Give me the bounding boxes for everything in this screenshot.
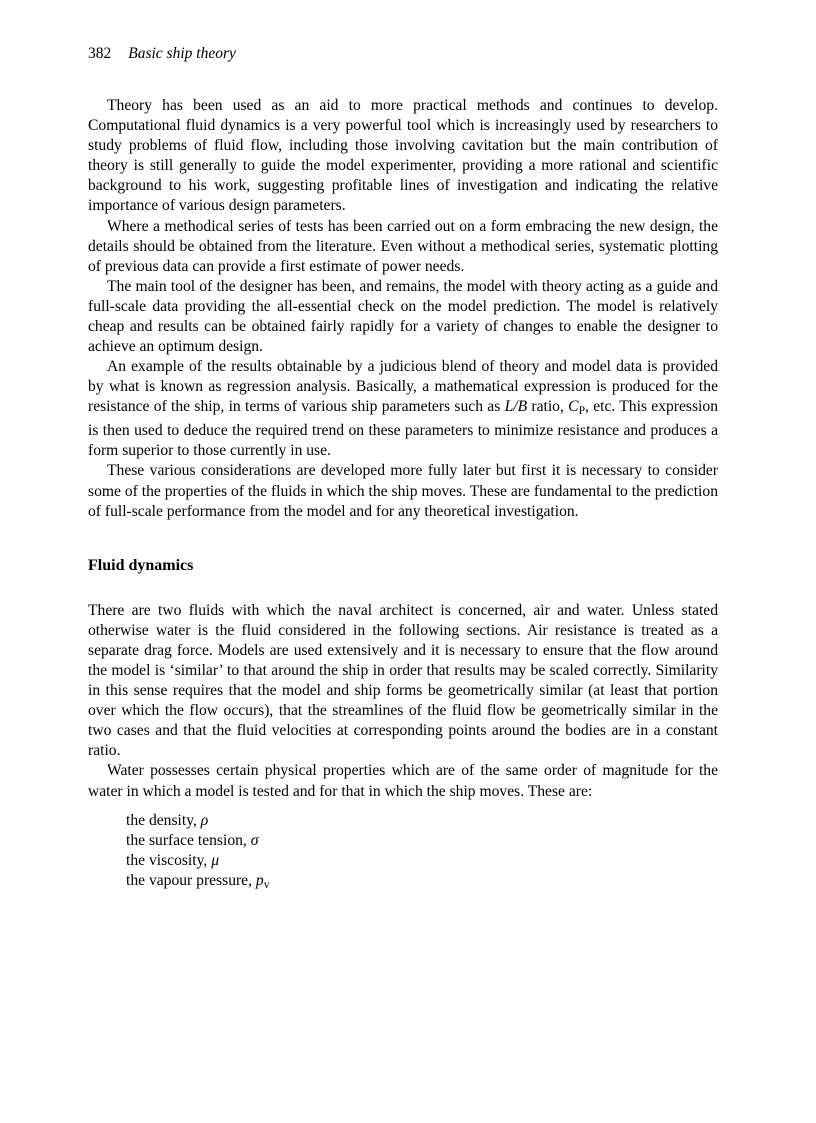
pressure-symbol: p xyxy=(255,871,264,889)
list-item-density xyxy=(88,811,718,831)
water-properties-list xyxy=(88,811,718,895)
math-prismatic-coefficient-subscript: P xyxy=(578,405,585,418)
list-item-label: the vapour pressure, xyxy=(126,871,256,889)
paragraph-regression-lead: An example of the results obtainable by a judicious blend of theory and model data is provided by what is known as regression analysis. Basically, a mathematical expression is produced for the resistance of the ship, in terms of various ship parameters such as xyxy=(88,358,718,416)
list-item-label: the density, xyxy=(126,811,201,829)
paragraph-water-properties: Water possesses certain physical properties which are of the same order of magnitude for the water in which a model is tested and for that in which the ship moves. These are: xyxy=(88,762,718,800)
list-item-surface-tension xyxy=(88,831,718,851)
math-length-beam-ratio: L/B xyxy=(504,398,528,416)
paragraph-main-tool: The main tool of the designer has been, and remains, the model with theory acting as a guide and full-scale data providing the all-essential check on the model prediction. The model is relatively cheap and results can be obtained fairly rapidly for a variety of changes to enable the designer to achieve an optimum design. xyxy=(88,277,718,356)
math-prismatic-coefficient: C xyxy=(568,398,579,416)
paragraph-regression-analysis xyxy=(88,357,718,461)
paragraph-methodical-series: Where a methodical series of tests has been carried out on a form embracing the new design, the details should be obtained from the literature. Even without a methodical series, systematic plotting of previous data can provide a first estimate of power needs. xyxy=(88,217,718,275)
paragraph-theory-aid: Theory has been used as an aid to more practical methods and continues to develop. Computational fluid dynamics is a very powerful tool which is increasingly used by researchers to study problems of fluid flow, including those involving cavitation but the main contribution of theory is still generally to guide the model experimenter, providing a more rational and scientific background to his work, suggesting profitable lines of investigation and indicating the relative importance of various design parameters. xyxy=(88,97,718,215)
pressure-symbol-subscript: v xyxy=(263,878,270,891)
book-title: Basic ship theory xyxy=(128,45,236,62)
paragraph-two-fluids: There are two fluids with which the naval architect is concerned, air and water. Unless stated otherwise water is the fluid considered in the following sections. Air resistance is treated as a separate drag force. Models are used extensively and it is necessary to ensure that the flow around the model is ‘similar’ to that around the ship in order that results may be scaled correctly. Similarity in this sense requires that the model and ship forms be geometrically similar (at least that portion over which the flow occurs), that the streamlines of the fluid flow be geometrically similar in the two cases and that the fluid velocities at corresponding points around the bodies are in a constant ratio. xyxy=(88,601,718,760)
list-item-viscosity xyxy=(88,851,718,871)
spacer-after-heading xyxy=(88,576,718,601)
running-head xyxy=(88,44,718,64)
mu-symbol: μ xyxy=(211,851,220,869)
rho-symbol: ρ xyxy=(200,811,209,829)
list-item-label: the surface tension, xyxy=(126,831,251,849)
paragraph-regression-tail: , etc. This expression is then used to deduce the required trend on these parameters to minimize resistance and produces a form superior to those currently in use. xyxy=(88,398,718,460)
page-number: 382 xyxy=(88,45,112,62)
page-body xyxy=(88,96,718,895)
spacer-before-heading xyxy=(88,522,718,556)
paragraph-various-considerations: These various considerations are developed more fully later but first it is necessary to consider some of the properties of the fluids in which the ship moves. These are fundamental to the prediction of full-scale performance from the model and for any theoretical investigation. xyxy=(88,462,718,520)
spacer-before-list xyxy=(88,802,718,811)
list-item-vapour-pressure xyxy=(88,871,718,895)
sigma-symbol: σ xyxy=(250,831,259,849)
list-item-label: the viscosity, xyxy=(126,851,212,869)
section-heading-fluid-dynamics: Fluid dynamics xyxy=(88,556,194,574)
paragraph-regression-mid: ratio, xyxy=(527,398,569,416)
